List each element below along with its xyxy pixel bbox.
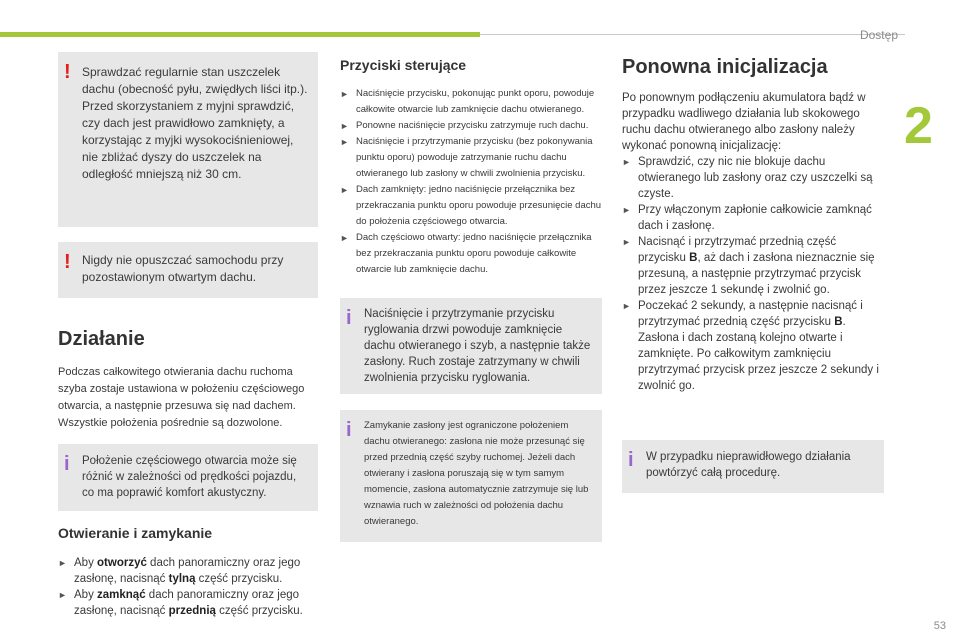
page-number: 53 [933,620,946,632]
bullet-arrow-icon: ► [340,136,349,147]
warning-text: Nigdy nie opuszczać samochodu przy pozostawionym otwartym dachu. [82,253,284,284]
subheading-przyciski: Przyciski sterujące [340,57,467,73]
info-box [622,440,884,493]
info-text: W przypadku nieprawidłowego działania powtórzyć całą procedurę. [646,451,851,479]
bullet-list [622,154,884,394]
info-icon: i [346,418,352,441]
subheading-otwieranie: Otwieranie i zamykanie [58,525,213,541]
section-label: Dostęp [859,28,898,42]
info-icon: i [346,306,352,329]
bullet-arrow-icon: ► [340,120,349,131]
list-item: ► Naciśnięcie przycisku, pokonując punkt oporu, powoduje całkowite otwarcie lub zamknięcie dachu otwieranego. [340,87,595,115]
header-accent-bar [0,32,480,37]
list-item: ► Dach częściowo otwarty: jedno naciśnięcie przełącznika bez przekraczania punktu oporu powoduje całkowite otwarcie lub zamknięcie dachu. [340,231,592,275]
warning-box [58,242,318,298]
info-text: Naciśnięcie i przytrzymanie przycisku ryglowania drzwi powoduje zamknięcie dachu otwieranego i szyb, a następnie także zasłony. Ruch zostaje zatrzymany w chwili zwolnienia przycisku ryglowania. [364,307,591,384]
warning-text: Sprawdzać regularnie stan uszczelek dachu (obecność pyłu, zwiędłych liści itp.). Przed skorzystaniem z myjni sprawdzić, czy dach jest prawidłowo zamknięty, a korzystając z myjki wysokociśnieniowej, nie zbliżać dyszy do uszczelek na odległość mniejszą niż 30 cm. [82,65,308,181]
header-rule [480,34,905,35]
info-text: Położenie częściowego otwarcia może się różnić w zależności od prędkości pojazdu, co ma poprawić komfort akustyczny. [82,455,297,499]
bullet-list [58,555,318,619]
bullet-list [340,86,602,278]
list-item: ► Aby otworzyć dach panoramiczny oraz jego zasłonę, nacisnąć tylną część przycisku. [58,556,301,585]
column-3 [622,52,884,493]
warning-icon: ! [64,251,71,273]
column-2 [340,52,602,542]
info-text: Zamykanie zasłony jest ograniczone położeniem dachu otwieranego: zasłona nie może przesunąć się przed przednią część szyby ruchomej. Jeżeli dach otwierany i zasłona poruszają się w tym samym momencie, zasłona automatycznie zatrzymuje się lub wznawia ruch w zależności od położenia dachu otwieranego. [364,419,589,527]
info-box [58,444,318,511]
bullet-arrow-icon: ► [622,205,631,215]
list-item: ► Aby zamknąć dach panoramiczny oraz jego zasłonę, nacisnąć przednią część przycisku. [58,588,303,617]
info-icon: i [64,453,70,475]
chapter-number: 2 [904,97,933,155]
bullet-arrow-icon: ► [340,88,349,99]
info-box [340,410,602,542]
bullet-arrow-icon: ► [622,301,631,311]
warning-box [58,52,318,227]
column-1 [58,52,318,619]
bullet-arrow-icon: ► [58,557,67,568]
section-heading-inicjalizacja: Ponowna inicjalizacja [622,56,828,78]
warning-icon: ! [64,61,71,83]
paragraph: Po ponownym podłączeniu akumulatora bądź w przypadku wadliwego działania lub skokowego ruchu dachu otwieranego albo zasłony należy wykonać ponowną inicjalizację: [622,92,866,152]
list-item: ► Przy włączonym zapłonie całkowicie zamknąć dach i zasłonę. [622,204,872,232]
list-item: ► Poczekać 2 sekundy, a następnie nacisnąć i przytrzymać przednią część przycisku B. Zasłona i dach zostaną kolejno otwarte i zamknięte. Po całkowitym zamknięciu przytrzymać przycisk przez jeszcze 2 sekundy i zwolnić go. [622,300,879,392]
list-item: ► Nacisnąć i przytrzymać przednią część przycisku B, aż dach i zasłona nieznacznie się przesuną, a następnie przytrzymać przycisk przez jeszcze 1 sekundę i zwolnić go. [622,236,875,296]
list-item: ► Naciśnięcie i przytrzymanie przycisku (bez pokonywania punktu oporu) powoduje zatrzymanie ruchu dachu otwieranego lub zasłony w chwili zwolnienia przycisku. [340,135,593,179]
bullet-arrow-icon: ► [340,184,349,195]
list-item: ► Ponowne naciśnięcie przycisku zatrzymuje ruch dachu. [340,118,602,134]
bullet-arrow-icon: ► [340,232,349,243]
bullet-arrow-icon: ► [622,237,631,247]
bullet-arrow-icon: ► [58,589,67,600]
list-item: ► Dach zamknięty: jedno naciśnięcie przełącznika bez przekraczania punktu oporu powoduje przesunięcie dachu do położenia częściowego otwarcia. [340,183,602,227]
paragraph: Podczas całkowitego otwierania dachu ruchoma szyba zostaje ustawiona w położeniu częściowego otwarcia, a następnie przesuwa się nad dachem. Wszystkie położenia pośrednie są dozwolone. [58,366,305,429]
info-icon: i [628,449,634,471]
bullet-arrow-icon: ► [622,157,631,167]
section-heading-dzialanie: Działanie [58,328,145,350]
list-item: ► Sprawdzić, czy nic nie blokuje dachu otwieranego lub zasłony oraz czy uszczelki są czyste. [622,156,873,200]
info-box [340,298,602,394]
